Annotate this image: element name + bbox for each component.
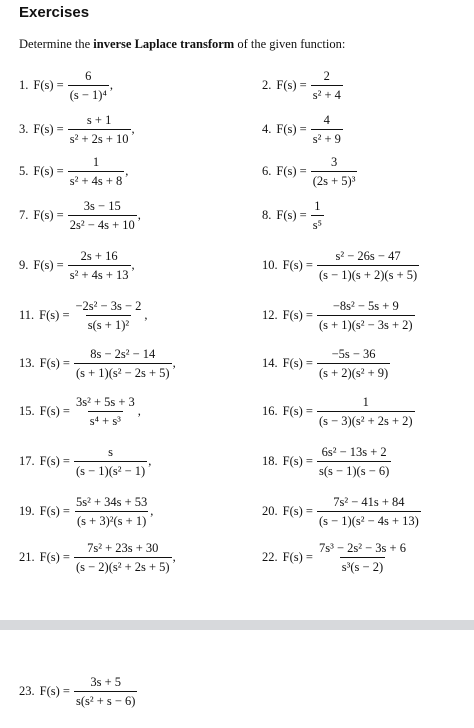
exercise-8 xyxy=(262,199,325,232)
numerator: 3s + 5 xyxy=(90,675,122,689)
exercise-22 xyxy=(262,541,409,574)
denominator: (s + 1)(s² − 3s + 2) xyxy=(317,315,415,332)
function-lhs: F(s) = xyxy=(282,504,313,518)
denominator: 2s² − 4s + 10 xyxy=(68,215,137,232)
numerator: 7s² − 41s + 84 xyxy=(333,495,405,509)
exercise-number: 17. xyxy=(19,454,35,468)
function-lhs: F(s) = xyxy=(276,208,307,222)
exercise-7 xyxy=(19,199,141,232)
numerator: 1 xyxy=(314,199,321,213)
numerator: 5s² + 34s + 53 xyxy=(75,495,148,509)
exercise-number: 23. xyxy=(19,684,35,698)
denominator: s³(s − 2) xyxy=(340,557,385,574)
numerator: 3s² + 5s + 3 xyxy=(75,395,135,409)
exercise-21 xyxy=(19,541,176,574)
function-lhs: F(s) = xyxy=(39,356,70,370)
instructions xyxy=(19,37,345,52)
exercise-19 xyxy=(19,495,153,528)
exercise-number: 2. xyxy=(262,78,272,92)
numerator: 3 xyxy=(330,155,338,169)
exercise-number: 6. xyxy=(262,164,272,178)
exercise-2 xyxy=(262,69,344,102)
instructions-prefix: Determine the xyxy=(19,37,94,51)
function-lhs: F(s) = xyxy=(282,550,313,564)
exercise-14 xyxy=(262,347,391,380)
exercise-number: 1. xyxy=(19,78,29,92)
exercise-number: 4. xyxy=(262,122,272,136)
denominator: (s + 1)(s² − 2s + 5) xyxy=(74,363,172,380)
numerator: 7s³ − 2s² − 3s + 6 xyxy=(318,541,406,555)
numerator: 6s² − 13s + 2 xyxy=(321,445,387,459)
exercise-20 xyxy=(262,495,422,528)
numerator: 4 xyxy=(323,113,330,127)
exercise-number: 21. xyxy=(19,550,35,564)
exercise-number: 8. xyxy=(262,208,272,222)
numerator: 2s + 16 xyxy=(80,249,118,263)
fraction xyxy=(68,113,131,146)
numerator: 7s² + 23s + 30 xyxy=(87,541,159,555)
function-lhs: F(s) = xyxy=(282,308,313,322)
trailing-comma: , xyxy=(144,308,148,322)
denominator: s² + 4s + 8 xyxy=(68,171,125,188)
denominator: (s − 1)⁴ xyxy=(68,85,109,102)
trailing-comma: , xyxy=(137,208,141,222)
numerator: 2 xyxy=(323,69,330,83)
trailing-comma: , xyxy=(137,404,141,418)
denominator: (s − 1)(s² − 4s + 13) xyxy=(317,511,421,528)
function-lhs: F(s) = xyxy=(282,454,313,468)
denominator: s² + 4s + 13 xyxy=(68,265,131,282)
numerator: −5s − 36 xyxy=(331,347,376,361)
exercise-15 xyxy=(19,395,141,428)
fraction xyxy=(311,155,358,188)
exercise-number: 5. xyxy=(19,164,29,178)
exercise-18 xyxy=(262,445,392,478)
exercise-number: 22. xyxy=(262,550,278,564)
denominator: (s − 3)(s² + 2s + 2) xyxy=(317,411,415,428)
numerator: 6 xyxy=(85,69,92,83)
fraction xyxy=(68,249,131,282)
fraction xyxy=(317,299,415,332)
trailing-comma: , xyxy=(148,454,152,468)
trailing-comma: , xyxy=(172,550,176,564)
function-lhs: F(s) = xyxy=(33,208,64,222)
trailing-comma: , xyxy=(125,164,129,178)
exercise-5 xyxy=(19,155,128,188)
trailing-comma: , xyxy=(150,504,154,518)
function-lhs: F(s) = xyxy=(39,684,70,698)
denominator: (2s + 5)³ xyxy=(311,171,358,188)
instructions-bold: inverse Laplace transform xyxy=(93,37,235,51)
numerator: 1 xyxy=(92,155,100,169)
denominator: (s − 2)(s² + 2s + 5) xyxy=(74,557,172,574)
function-lhs: F(s) = xyxy=(282,356,313,370)
numerator: s xyxy=(108,445,113,459)
numerator: −2s² − 3s − 2 xyxy=(75,299,142,313)
fraction xyxy=(317,541,408,574)
exercise-number: 18. xyxy=(262,454,278,468)
exercise-1 xyxy=(19,69,113,102)
exercise-number: 20. xyxy=(262,504,278,518)
denominator: (s + 2)(s² + 9) xyxy=(317,363,390,380)
numerator: 3s − 15 xyxy=(83,199,121,213)
fraction xyxy=(311,113,343,146)
exercise-3 xyxy=(19,113,135,146)
exercise-16 xyxy=(262,395,416,428)
function-lhs: F(s) = xyxy=(282,258,313,272)
fraction xyxy=(68,199,137,232)
function-lhs: F(s) = xyxy=(33,122,64,136)
exercise-17 xyxy=(19,445,151,478)
fraction xyxy=(317,495,421,528)
fraction xyxy=(317,395,415,428)
function-lhs: F(s) = xyxy=(276,122,307,136)
denominator: s⁴ + s³ xyxy=(88,411,123,428)
trailing-comma: , xyxy=(109,78,113,92)
fraction xyxy=(317,445,391,478)
fraction xyxy=(68,69,109,102)
function-lhs: F(s) = xyxy=(276,164,307,178)
function-lhs: F(s) = xyxy=(282,404,313,418)
exercise-number: 19. xyxy=(19,504,35,518)
exercise-number: 12. xyxy=(262,308,278,322)
fraction xyxy=(311,69,343,102)
function-lhs: F(s) = xyxy=(33,78,64,92)
instructions-suffix: of the given function: xyxy=(234,37,346,51)
function-lhs: F(s) = xyxy=(39,454,70,468)
fraction xyxy=(317,249,419,282)
numerator: 1 xyxy=(362,395,369,409)
fraction xyxy=(74,445,147,478)
trailing-comma: , xyxy=(131,258,135,272)
exercise-number: 15. xyxy=(19,404,35,418)
trailing-comma: , xyxy=(172,356,176,370)
fraction xyxy=(68,155,125,188)
numerator: s² − 26s − 47 xyxy=(335,249,401,263)
exercise-4 xyxy=(262,113,344,146)
exercise-6 xyxy=(262,155,358,188)
fraction xyxy=(74,675,138,708)
function-lhs: F(s) = xyxy=(33,258,64,272)
fraction xyxy=(74,541,172,574)
function-lhs: F(s) = xyxy=(39,404,70,418)
fraction xyxy=(317,347,390,380)
exercise-number: 7. xyxy=(19,208,29,222)
fraction xyxy=(74,299,144,332)
function-lhs: F(s) = xyxy=(39,308,70,322)
fraction xyxy=(311,199,324,232)
exercise-number: 9. xyxy=(19,258,29,272)
exercise-number: 11. xyxy=(19,308,35,322)
exercise-9 xyxy=(19,249,135,282)
exercise-number: 13. xyxy=(19,356,35,370)
function-lhs: F(s) = xyxy=(33,164,64,178)
exercise-13 xyxy=(19,347,176,380)
denominator: (s − 1)(s² − 1) xyxy=(74,461,147,478)
denominator: (s + 3)²(s + 1) xyxy=(75,511,148,528)
denominator: s⁵ xyxy=(311,215,324,232)
function-lhs: F(s) = xyxy=(276,78,307,92)
section-divider xyxy=(0,620,474,630)
numerator: s + 1 xyxy=(86,113,112,127)
denominator: s(s − 1)(s − 6) xyxy=(317,461,391,478)
denominator: s² + 9 xyxy=(311,129,343,146)
numerator: 8s − 2s² − 14 xyxy=(90,347,156,361)
denominator: s(s + 1)² xyxy=(86,315,131,332)
fraction xyxy=(74,495,149,528)
exercise-number: 10. xyxy=(262,258,278,272)
trailing-comma: , xyxy=(131,122,135,136)
fraction xyxy=(74,347,172,380)
fraction xyxy=(74,395,137,428)
exercise-10 xyxy=(262,249,420,282)
denominator: (s − 1)(s + 2)(s + 5) xyxy=(317,265,419,282)
exercise-12 xyxy=(262,299,416,332)
page-title: Exercises xyxy=(19,4,90,21)
denominator: s² + 4 xyxy=(311,85,343,102)
exercise-number: 3. xyxy=(19,122,29,136)
function-lhs: F(s) = xyxy=(39,550,70,564)
exercise-23 xyxy=(19,675,138,708)
function-lhs: F(s) = xyxy=(39,504,70,518)
denominator: s(s² + s − 6) xyxy=(74,691,138,708)
exercise-number: 16. xyxy=(262,404,278,418)
denominator: s² + 2s + 10 xyxy=(68,129,131,146)
numerator: −8s² − 5s + 9 xyxy=(332,299,399,313)
exercise-number: 14. xyxy=(262,356,278,370)
exercise-11 xyxy=(19,299,148,332)
